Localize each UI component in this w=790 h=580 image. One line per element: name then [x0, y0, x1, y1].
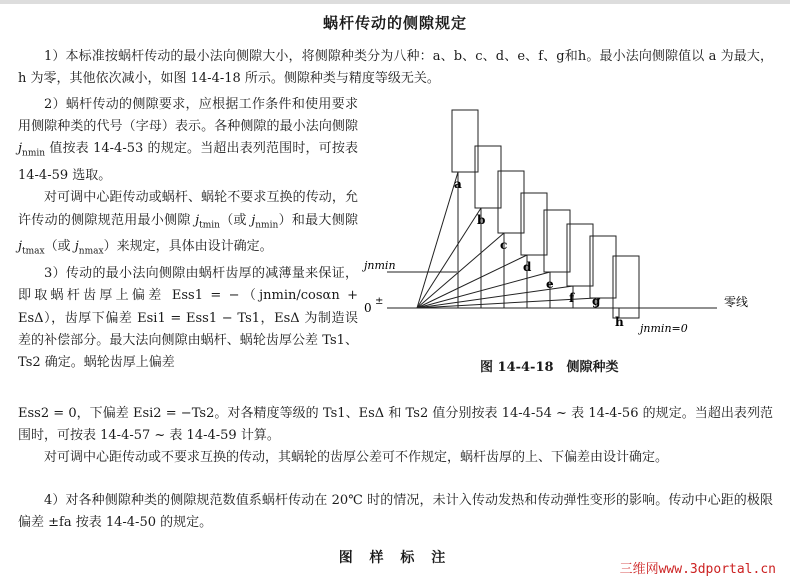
zeroline-label: 零线 — [724, 295, 749, 309]
p3-sub-3: tmax — [22, 247, 45, 257]
figure-backlash-types — [362, 96, 782, 348]
paragraph-3 — [18, 187, 358, 263]
jnmin-label: jnmin — [364, 259, 396, 272]
p2-subscript: nmin — [22, 149, 46, 159]
top-strip — [0, 0, 790, 4]
paragraph-1: 1）本标准按蜗杆传动的最小法向侧隙大小，将侧隙种类分为八种：a、b、c、d、e、f、g和h。最小法向侧隙值以 a 为最大，h 为零，其他依次减小，如图 14-4-18 所示。侧隙种类与精度等级无关。 — [18, 49, 773, 86]
p3-sym-4: j — [74, 239, 79, 255]
tolerance-box-g — [590, 236, 616, 298]
tolerance-box-h — [613, 256, 639, 318]
paragraph-adjustable: 对可调中心距传动或不要求互换的传动，其蜗轮的齿厚公差可不作规定，蜗杆齿厚的上、下偏差由设计确定。 — [44, 450, 669, 465]
tolerance-box-a — [452, 110, 478, 172]
tolerance-box-c — [498, 171, 524, 233]
class-label-d: d — [523, 260, 532, 274]
p3-text-e: ）来规定，具体由设计确定。 — [103, 239, 273, 255]
paragraph-4-left: 3）传动的最小法向侧隙由蜗杆齿厚的减薄量来保证，即取蜗杆齿厚上偏差 Ess1 = −（jnmin/cosαn + EsΔ），齿厚下偏差 Esi1 = Ess1 − Ts1，EsΔ 为制造误差的补偿部分。最大法向侧隙由蜗杆、蜗轮齿厚公差 Ts1、Ts2 确定。蜗轮齿厚上偏差 — [18, 266, 358, 371]
p2-text-b: 值按表 14-4-53 的规定。当超出表列范围时，可按表 14-4-59 选取。 — [18, 141, 358, 184]
class-label-c: c — [500, 238, 508, 252]
h-value-label: jnmin=0 — [640, 322, 688, 335]
tolerance-box-b — [475, 146, 501, 208]
watermark: 三维网www.3dportal.cn — [619, 562, 776, 577]
p3-text-d: （或 — [44, 239, 75, 255]
section-heading: 图 样 标 注 — [338, 550, 452, 566]
paragraph-2 — [18, 94, 358, 187]
p3-sym-1: j — [195, 212, 200, 228]
p3-sub-2: nmin — [255, 220, 279, 231]
p3-sym-3: j — [18, 239, 23, 255]
p3-sym-2: j — [251, 212, 256, 228]
plusminus-label: ± — [375, 296, 384, 307]
zero-label: 0 — [364, 301, 372, 315]
class-label-b: b — [477, 213, 486, 227]
p3-text-b: （或 — [219, 212, 252, 228]
class-label-f: f — [569, 291, 575, 305]
fan-line-c — [417, 233, 504, 308]
paragraph-5: 4）对各种侧隙种类的侧隙规范数值系蜗杆传动在 20℃ 时的情况，未计入传动发热和传动弹性变形的影响。传动中心距的极限偏差 ±fa 按表 14-4-50 的规定。 — [18, 493, 773, 530]
tolerance-box-f — [567, 224, 593, 286]
class-label-a: a — [454, 177, 462, 191]
class-label-h: h — [615, 315, 624, 329]
left-column — [18, 94, 358, 374]
p3-text-c: ）和最大侧隙 — [278, 212, 358, 228]
fan-line-a — [417, 172, 458, 308]
figure-caption: 图 14-4-18 侧隙种类 — [480, 360, 619, 375]
p3-sub-4: nmax — [78, 247, 104, 257]
p3-sub-1: tmin — [199, 220, 220, 231]
paragraph-4-continued: Ess2 = 0，下偏差 Esi2 = −Ts2。对各精度等级的 Ts1、EsΔ 和 Ts2 值分别按表 14-4-54 ~ 表 14-4-56 的规定。当超出表列范围时，可按表 14-4-57 ~ 表 14-4-59 计算。 — [18, 406, 773, 443]
page-title: 蜗杆传动的侧隙规定 — [322, 14, 467, 32]
figure-svg — [362, 96, 782, 348]
class-label-e: e — [546, 277, 554, 291]
tolerance-box-e — [544, 210, 570, 272]
p3-text-a: 对可调中心距传动或蜗杆、蜗轮不要求互换的传动，允许传动的侧隙规范用最小侧隙 — [18, 190, 358, 228]
class-label-g: g — [592, 294, 601, 308]
p2-symbol: j — [18, 141, 23, 157]
p2-text-a: 2）蜗杆传动的侧隙要求，应根据工作条件和使用要求用侧隙种类的代号（字母）表示。各种侧隙的最小法向侧隙 — [18, 97, 358, 135]
tolerance-box-d — [521, 193, 547, 255]
